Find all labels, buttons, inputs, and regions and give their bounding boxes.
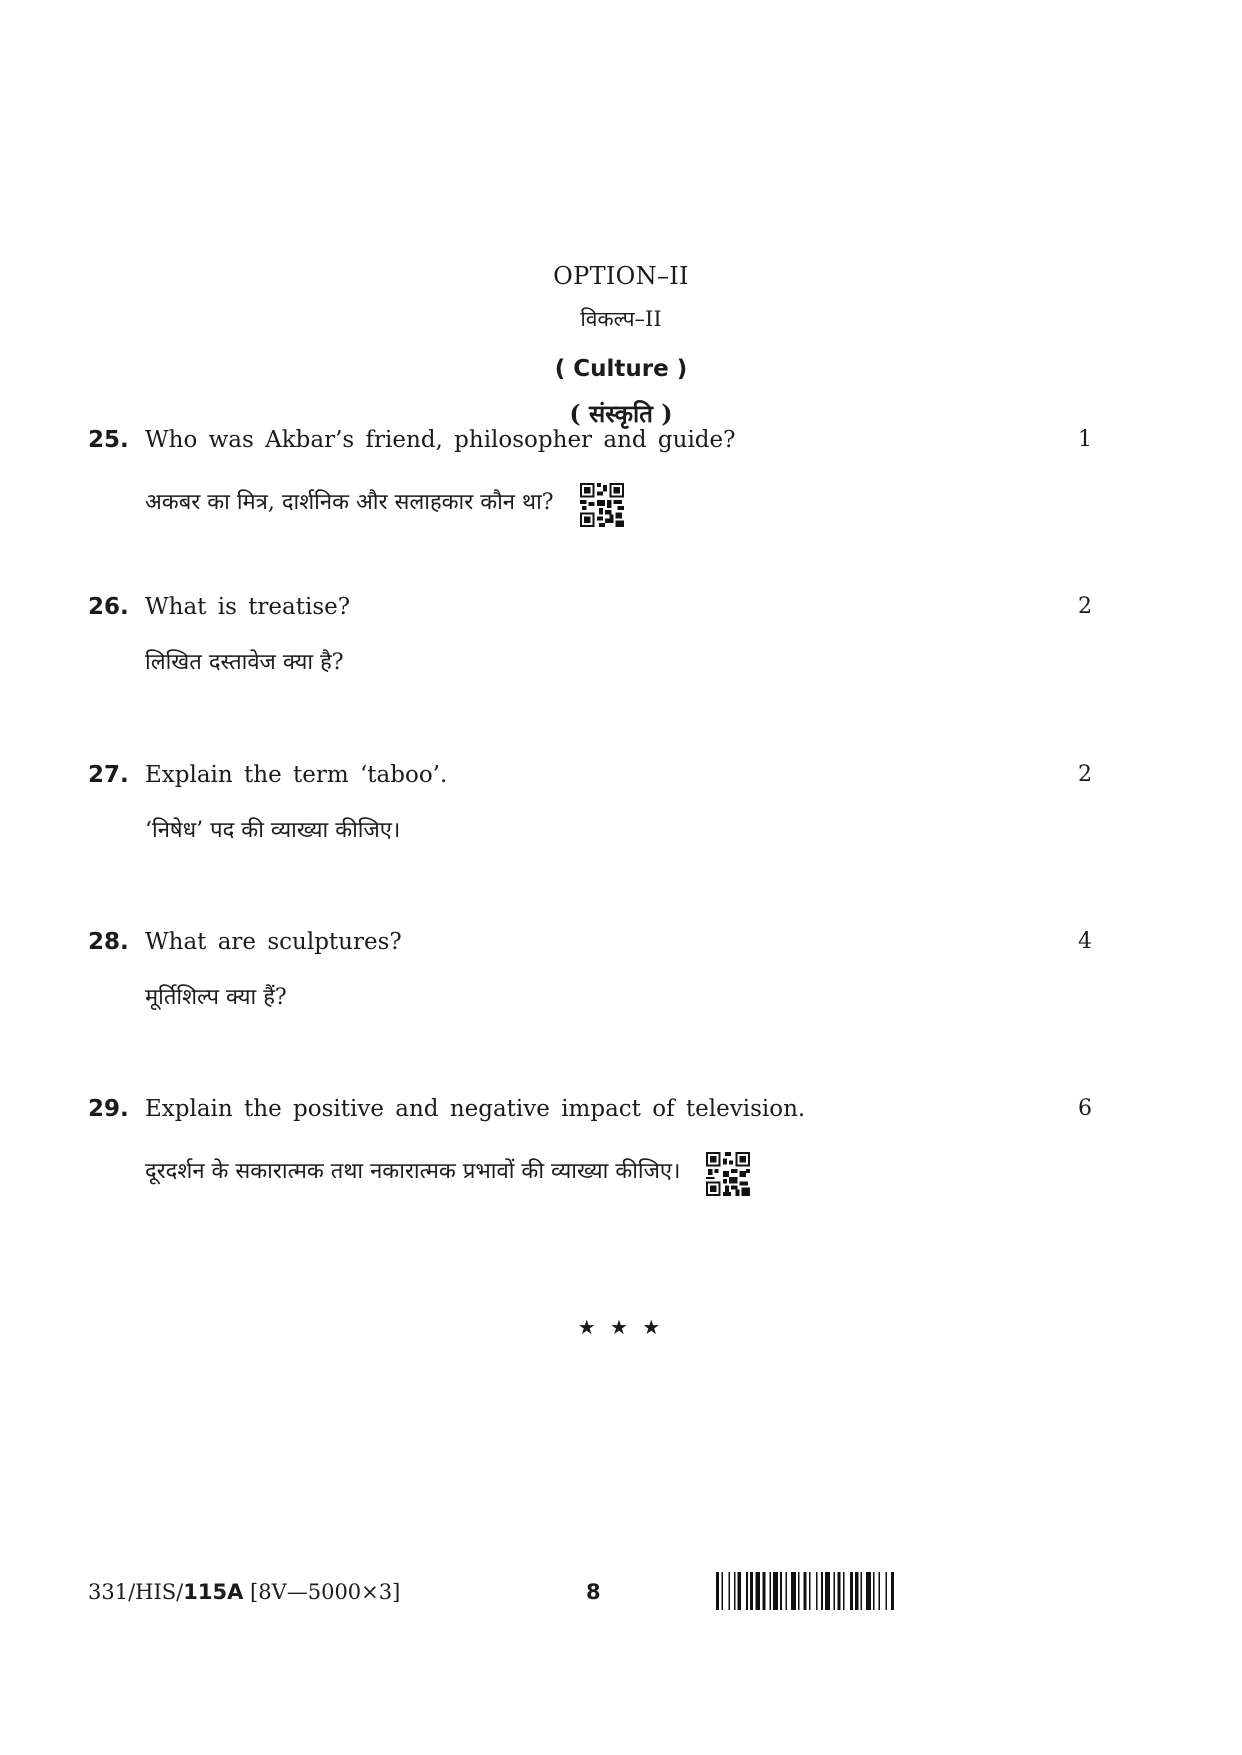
paper-code-suffix: [8V—5000×3] (243, 1580, 401, 1604)
question-text-en: Explain the positive and negative impact of television. (145, 1096, 806, 1122)
question-text-hi-row (145, 981, 287, 1011)
question-text-hi-row (145, 814, 400, 844)
paper-code-prefix: 331/HIS/ (88, 1580, 184, 1604)
question-number: 28. (88, 929, 129, 955)
question-28 (0, 929, 1242, 1039)
question-29 (0, 1096, 1242, 1206)
barcode-icon (716, 1572, 996, 1610)
question-marks: 1 (1078, 427, 1092, 452)
question-number: 25. (88, 427, 129, 453)
paper-code (88, 1580, 400, 1604)
question-marks: 4 (1078, 929, 1092, 954)
question-text-en: What is treatise? (145, 594, 351, 620)
question-27 (0, 762, 1242, 872)
question-number: 29. (88, 1096, 129, 1122)
question-text-hi-row (145, 646, 344, 676)
question-text-en: What are sculptures? (145, 929, 402, 955)
end-of-paper-marker: ★ ★ ★ (577, 1315, 665, 1339)
question-marks: 2 (1078, 594, 1092, 619)
question-text-hi: मूर्तिशिल्प क्या हैं? (145, 985, 287, 1010)
question-text-hi-row (145, 1148, 750, 1192)
section-title: ( Culture ) (554, 356, 688, 382)
question-number: 27. (88, 762, 129, 788)
question-number: 26. (88, 594, 129, 620)
question-text-hi: ‘निषेध’ पद की व्याख्या कीजिए। (145, 818, 401, 843)
option-title-hindi: विकल्प–II (580, 307, 662, 331)
question-text-en: Who was Akbar’s friend, philosopher and guide? (145, 427, 736, 453)
qr-code-icon (580, 483, 624, 527)
question-25 (0, 427, 1242, 537)
question-text-hi: लिखित दस्तावेज क्या है? (145, 650, 344, 675)
option-title: OPTION–II (553, 262, 689, 290)
question-marks: 6 (1078, 1096, 1092, 1121)
question-text-hi-row (145, 479, 624, 523)
paper-code-bold: 115A (183, 1580, 244, 1604)
question-marks: 2 (1078, 762, 1092, 787)
question-26 (0, 594, 1242, 704)
page-number: 8 (586, 1580, 601, 1604)
question-text-en: Explain the term ‘taboo’. (145, 762, 448, 788)
section-title-hindi: ( संस्कृति ) (569, 399, 673, 428)
question-text-hi: अकबर का मित्र, दार्शनिक और सलाहकार कौन था? (145, 490, 554, 515)
question-text-hi: दूरदर्शन के सकारात्मक तथा नकारात्मक प्रभावों की व्याख्या कीजिए। (145, 1159, 681, 1184)
qr-code-icon (706, 1152, 750, 1196)
